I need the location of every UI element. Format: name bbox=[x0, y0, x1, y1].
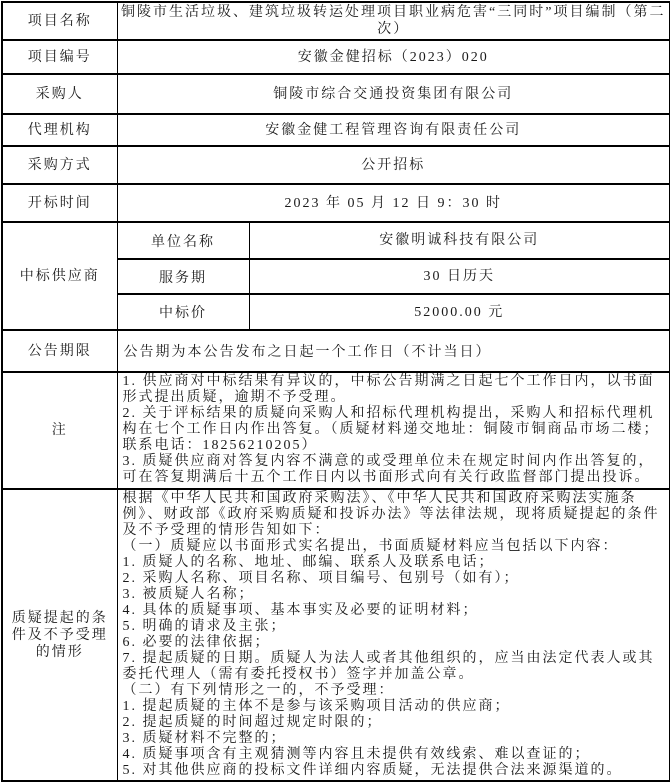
purchaser-value: 铜陵市综合交通投资集团有限公司 bbox=[117, 74, 670, 114]
notice-period-value: 公告期为本公告发布之日起一个工作日（不计当日） bbox=[117, 330, 670, 372]
notice-period-label: 公告期限 bbox=[2, 330, 117, 372]
procurement-result-table bbox=[1, 1, 670, 782]
bid-opening-time-value: 2023 年 05 月 12 日 9：30 时 bbox=[117, 184, 670, 222]
agency-value: 安徽金健工程管理咨询有限责任公司 bbox=[117, 114, 670, 146]
table-row bbox=[2, 372, 670, 489]
project-name-value: 铜陵市生活垃圾、建筑垃圾转运处理项目职业病危害“三同时”项目编制（第二次） bbox=[117, 2, 670, 40]
note-label: 注 bbox=[2, 372, 117, 489]
procurement-method-value: 公开招标 bbox=[117, 146, 670, 184]
procurement-method-label: 采购方式 bbox=[2, 146, 117, 184]
project-number-label: 项目编号 bbox=[2, 40, 117, 74]
company-name-label: 单位名称 bbox=[117, 222, 249, 259]
table-row bbox=[2, 146, 670, 184]
bid-opening-time-label: 开标时间 bbox=[2, 184, 117, 222]
table-row bbox=[2, 40, 670, 74]
winning-price-label: 中标价 bbox=[117, 294, 249, 330]
service-period-value: 30 日历天 bbox=[249, 259, 670, 294]
table-row bbox=[2, 184, 670, 222]
table-row bbox=[2, 222, 670, 259]
agency-label: 代理机构 bbox=[2, 114, 117, 146]
winning-supplier-label: 中标供应商 bbox=[2, 222, 117, 330]
purchaser-label: 采购人 bbox=[2, 74, 117, 114]
project-name-label: 项目名称 bbox=[2, 2, 117, 40]
table-row bbox=[2, 2, 670, 40]
table-row bbox=[2, 489, 670, 781]
table-row bbox=[2, 330, 670, 372]
company-name-value: 安徽明诚科技有限公司 bbox=[249, 222, 670, 259]
service-period-label: 服务期 bbox=[117, 259, 249, 294]
challenge-conditions-value: 根据《中华人民共和国政府采购法》、《中华人民共和国政府采购法实施条例》、财政部《政府采购质疑和投诉办法》等法律法规，现将质疑提起的条件及不予受理的情形告知如下： （一）质疑应以书面形式实名提出，书面质疑材料应当包括以下内容： 1. 质疑人的名称、地址、邮编、联系人及联系电话； 2. 采购人名称、项目名称、项目编号、包别号（如有）； 3. 被质疑人名称； 4. 具体的质疑事项、基本事实及必要的证明材料； 5. 明确的请求及主张； 6. 必要的法律依据； 7. 提起质疑的日期。质疑人为法人或者其他组织的，应当由法定代表人或其委托代理人（需有委托授权书）签字并加盖公章。 （二）有下列情形之一的，不予受理： 1. 提起质疑的主体不是参与该采购项目活动的供应商； 2. 提起质疑的时间超过规定时限的； 3. 质疑材料不完整的； 4. 质疑事项含有主观猜测等内容且未提供有效线索、难以查证的； 5. 对其他供应商的投标文件详细内容质疑，无法提供合法来源渠道的。 bbox=[117, 489, 670, 781]
project-number-value: 安徽金健招标（2023）020 bbox=[117, 40, 670, 74]
table-row bbox=[2, 74, 670, 114]
table-row bbox=[2, 114, 670, 146]
note-value: 1. 供应商对中标结果有异议的，中标公告期满之日起七个工作日内，以书面形式提出质疑，逾期不予受理。 2. 关于评标结果的质疑向采购人和招标代理机构提出，采购人和招标代理机构在七个工作日内作出答复。（质疑材料递交地址：铜陵市铜商品市场二楼；联系电话：18256210205） 3. 质疑供应商对答复内容不满意的或受理单位未在规定时间内作出答复的，可在答复期满后十五个工作日内以书面形式向有关行政监督部门提出投诉。 bbox=[117, 372, 670, 489]
winning-price-value: 52000.00 元 bbox=[249, 294, 670, 330]
challenge-conditions-label: 质疑提起的条件及不予受理的情形 bbox=[2, 489, 117, 781]
